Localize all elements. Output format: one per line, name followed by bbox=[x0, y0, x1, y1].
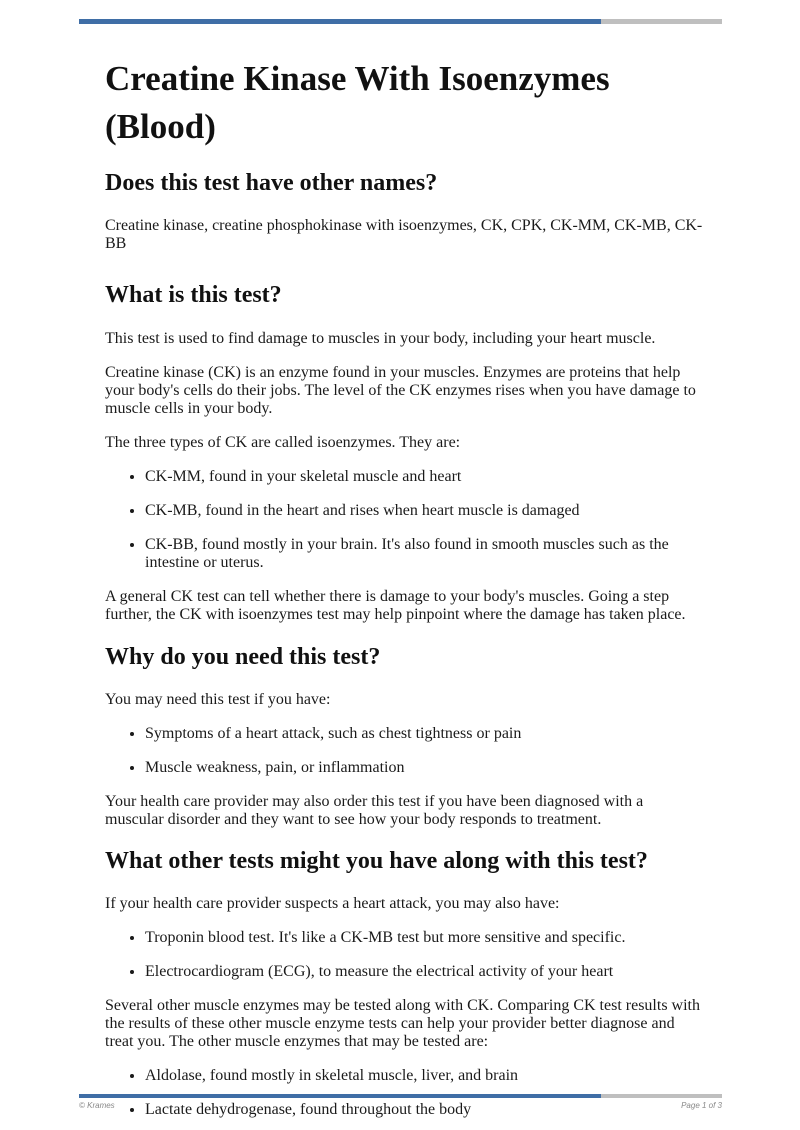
what-is-p1: This test is used to find damage to muscles in your body, including your heart muscle. bbox=[105, 330, 656, 347]
copyright-text: © Krames bbox=[79, 1101, 115, 1110]
list-item: • Lactate dehydrogenase, found throughout the body bbox=[145, 1101, 705, 1119]
other-tests-p1: If your health care provider suspects a heart attack, you may also have: bbox=[105, 895, 560, 912]
muscle-enzyme-list bbox=[105, 1067, 705, 1119]
heading-why-need: Why do you need this test? bbox=[105, 644, 381, 670]
other-names-text: Creatine kinase, creatine phosphokinase with isoenzymes, CK, CPK, CK-MM, CK-MB, CK-BB bbox=[105, 217, 703, 252]
list-item: • Muscle weakness, pain, or inflammation bbox=[145, 759, 705, 777]
footer-rule-track bbox=[601, 1094, 722, 1098]
header-rule bbox=[79, 19, 722, 24]
footer-rule-accent bbox=[79, 1094, 601, 1098]
why-need-p1: You may need this test if you have: bbox=[105, 691, 331, 708]
what-is-p4: A general CK test can tell whether there is damage to your body's muscles. Going a step further, the CK with isoenzymes test may help pinpoint where the damage has taken place. bbox=[105, 588, 686, 623]
heading-other-tests: What other tests might you have along with this test? bbox=[105, 848, 648, 874]
footer-rule bbox=[79, 1094, 722, 1098]
list-item: • CK-MB, found in the heart and rises when heart muscle is damaged bbox=[145, 502, 705, 520]
list-item: • Symptoms of a heart attack, such as chest tightness or pain bbox=[145, 725, 705, 743]
list-item: • Electrocardiogram (ECG), to measure the electrical activity of your heart bbox=[145, 963, 705, 981]
isoenzyme-list bbox=[105, 468, 705, 572]
list-item: • Troponin blood test. It's like a CK-MB test but more sensitive and specific. bbox=[145, 929, 705, 947]
list-item: • CK-BB, found mostly in your brain. It's also found in smooth muscles such as the intestine or uterus. bbox=[145, 536, 705, 572]
why-need-p2: Your health care provider may also order this test if you have been diagnosed with a muscular disorder and they want to see how your body responds to treatment. bbox=[105, 793, 644, 828]
other-tests-p2: Several other muscle enzymes may be tested along with CK. Comparing CK test results with the results of these other muscle enzyme tests can help your provider better diagnose and treat you. The other muscle enzymes that may be tested are: bbox=[105, 997, 700, 1050]
what-is-p3: The three types of CK are called isoenzymes. They are: bbox=[105, 434, 461, 451]
header-rule-accent bbox=[79, 19, 601, 24]
heading-other-names: Does this test have other names? bbox=[105, 170, 438, 196]
page-title: Creatine Kinase With Isoenzymes (Blood) bbox=[105, 59, 610, 146]
list-item: • CK-MM, found in your skeletal muscle and heart bbox=[145, 468, 705, 486]
symptom-list bbox=[105, 725, 705, 777]
document-body bbox=[105, 50, 705, 1119]
page-number: Page 1 of 3 bbox=[681, 1101, 722, 1110]
related-tests-list bbox=[105, 929, 705, 981]
list-item: • Aldolase, found mostly in skeletal muscle, liver, and brain bbox=[145, 1067, 705, 1085]
heading-what-is: What is this test? bbox=[105, 282, 282, 308]
header-rule-track bbox=[601, 19, 722, 24]
what-is-p2: Creatine kinase (CK) is an enzyme found in your muscles. Enzymes are proteins that help your body's cells do their jobs. The level of the CK enzymes rises when you have damage to muscle cells in your body. bbox=[105, 364, 696, 417]
